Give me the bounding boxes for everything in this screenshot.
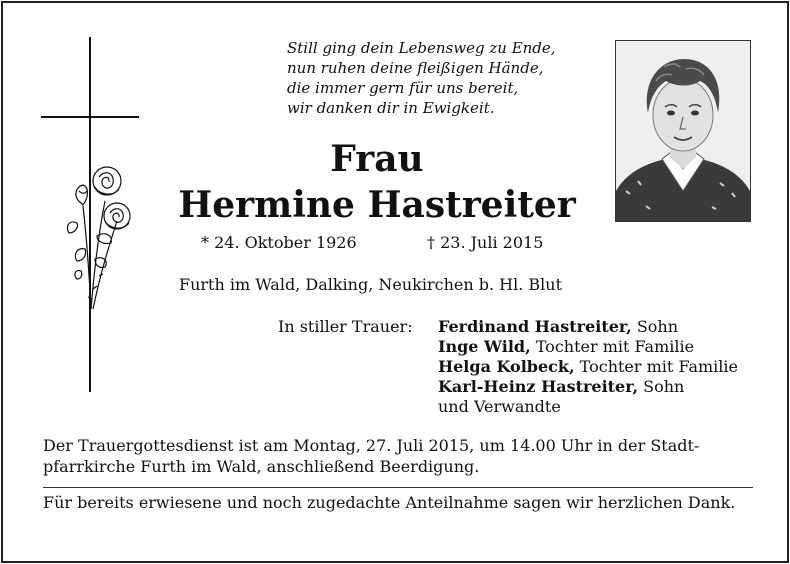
obituary-notice xyxy=(1,1,789,563)
cross-horizontal-bar xyxy=(41,116,139,118)
portrait-illustration xyxy=(616,41,750,221)
mourner-relation: Tochter mit Familie xyxy=(535,337,695,356)
mourners-list xyxy=(438,317,768,417)
mourners-closing: und Verwandte xyxy=(438,397,561,416)
poem-line: die immer gern für uns bereit, xyxy=(287,79,519,97)
mourner-relation: Sohn xyxy=(643,377,685,396)
deceased-name: Hermine Hastreiter xyxy=(178,184,576,226)
mourner-entry xyxy=(438,357,768,377)
poem xyxy=(287,38,597,118)
mourner-name: Inge Wild, xyxy=(438,337,531,356)
mourning-label: In stiller Trauer: xyxy=(278,317,413,336)
mourner-relation: Sohn xyxy=(636,317,679,336)
mourner-entry xyxy=(438,317,768,337)
roses-icon xyxy=(55,161,135,311)
places: Furth im Wald, Dalking, Neukirchen b. Hl. Blut xyxy=(179,275,563,294)
birth-date: * 24. Oktober 1926 xyxy=(201,233,357,252)
death-date: † 23. Juli 2015 xyxy=(427,233,544,252)
salutation: Frau xyxy=(330,138,424,180)
thanks-text: Für bereits erwiesene und noch zugedachte Anteilnahme sagen wir herzlichen Dank. xyxy=(43,493,736,512)
poem-line: nun ruhen deine fleißigen Hände, xyxy=(287,59,544,77)
mourner-name: Helga Kolbeck, xyxy=(438,357,575,376)
divider xyxy=(43,487,753,488)
mourner-name: Ferdinand Hastreiter, xyxy=(438,317,632,336)
portrait-photo xyxy=(615,40,751,222)
mourner-entry xyxy=(438,377,768,397)
poem-line: wir danken dir in Ewigkeit. xyxy=(287,99,495,117)
mourner-name: Karl-Heinz Hastreiter, xyxy=(438,377,639,396)
mourner-entry xyxy=(438,337,768,357)
mourner-relation: Tochter mit Familie xyxy=(579,357,738,376)
service-info: Der Trauergottesdienst ist am Montag, 27. Juli 2015, um 14.00 Uhr in der Stadtpfarrkirche Furth im Wald, anschließend Beerdigung. xyxy=(43,436,700,476)
poem-line: Still ging dein Lebensweg zu Ende, xyxy=(287,39,556,57)
